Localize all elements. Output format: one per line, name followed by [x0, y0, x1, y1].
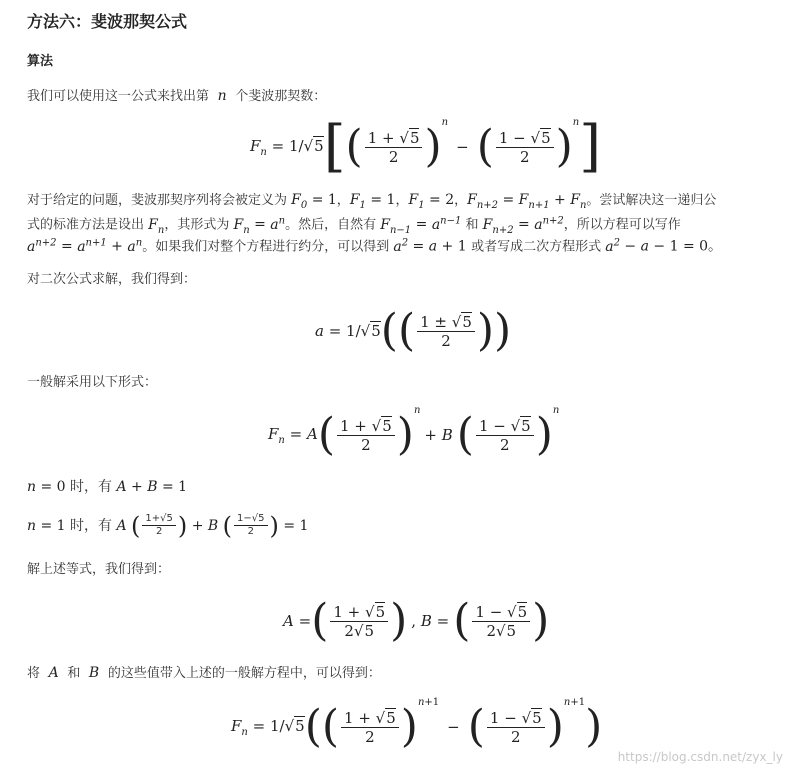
paragraph-solve: 解上述等式，我们得到：	[27, 562, 171, 577]
formula-binet: $F_n = 1/√5$ [ ( $\frac{1 + √5}{2}$ ) $^n$ − ( $\frac{1 - √5}{2}$ ) $^n$ ]	[250, 114, 602, 179]
watermark: https://blog.csdn.net/zyx_ly	[617, 750, 783, 764]
paragraph-definition-line3: $a^{n+2} = a^{n+1} + a^n$。如果我们对整个方程进行约分，可以得到 $a^2 = a + 1$ 或者写成二次方程形式 $a^2 - a - 1 = 0$。	[27, 237, 723, 255]
formula-coefficients: A = ( $\frac{1 + √5}{2√5}$ ) , B = ( $\frac{1 - √5}{2√5}$ )	[283, 595, 550, 646]
case-n0: n = 0 时，有 A + B = 1	[27, 479, 188, 495]
definition-text-g: ，所以方程可以写作	[563, 217, 681, 233]
substitute-text-b: 和	[67, 666, 81, 681]
definition-text-e: 。然后，自然有	[285, 217, 377, 233]
definition-text-b: 。尝试解决这一递归公	[586, 193, 717, 208]
paragraph-definition-line2: 式的标准方法是设出 $F_n$，其形式为 $F_n = a^n$。然后，自然有 $F_{n-1} = a^{n-1}$ 和 $F_{n+2} = a^{n+2}$，所以方程可以写作	[27, 215, 681, 236]
paragraph-definition-line1: 对于给定的问题，斐波那契序列将会被定义为 $F_0 = 1$，$F_1 = 1$，$F_1 = 2$，$F_{n+2} = F_{n+1} + F_n$。尝试解决这一递归公	[27, 192, 717, 211]
case-n1: n = 1 时，有 A ( $\frac{1+√5}{2}$ ) + B ( $\frac{1-√5}{2}$ ) = 1	[27, 511, 309, 540]
definition-text-h: 。如果我们对整个方程进行约分，可以得到	[142, 239, 390, 255]
definition-text-a: 对于给定的问题，斐波那契序列将会被定义为	[27, 193, 288, 208]
substitute-text-a: 将	[27, 666, 41, 681]
section-heading: 算法	[27, 54, 54, 69]
substitute-text-c: 的这些值带入上述的一般解方程中，可以得到：	[107, 666, 381, 681]
definition-text-f: 和	[465, 217, 479, 233]
paragraph-intro	[27, 86, 326, 107]
paragraph-quadratic: 对二次公式求解，我们得到：	[27, 272, 197, 287]
formula-roots: a = 1/√5 ( ( $\frac{1 \pm √5}{2}$ ) )	[315, 305, 512, 356]
formula-general-solution: $F_n = A$ ( $\frac{1 + √5}{2}$ ) $^n$ + B ( $\frac{1 - √5}{2}$ ) $^n$	[268, 405, 560, 460]
page-title: 方法六：斐波那契公式	[27, 12, 188, 31]
definition-text-c: 式的标准方法是设出	[27, 217, 145, 233]
paragraph-substitute: 将 A 和 B 的这些值带入上述的一般解方程中，可以得到：	[27, 665, 381, 681]
math-n: n	[213, 88, 232, 104]
intro-text-a: 我们可以使用这一公式来找出第	[27, 89, 210, 104]
definition-text-i: 或者写成二次方程形式	[471, 239, 602, 255]
intro-text-b: 个斐波那契数：	[235, 89, 327, 104]
definition-text-d: ，其形式为	[164, 217, 230, 233]
case-n0-text: 时，有	[70, 479, 113, 495]
paragraph-general-form: 一般解采用以下形式：	[27, 375, 158, 390]
case-n1-text: 时，有	[70, 517, 113, 534]
formula-final: $F_n = 1/√5$ ( ( $\frac{1 + √5}{2}$ ) $^{n +1}$ − ( $\frac{1 - √5}{2}$ ) $^{n +1}$ )	[231, 697, 603, 752]
